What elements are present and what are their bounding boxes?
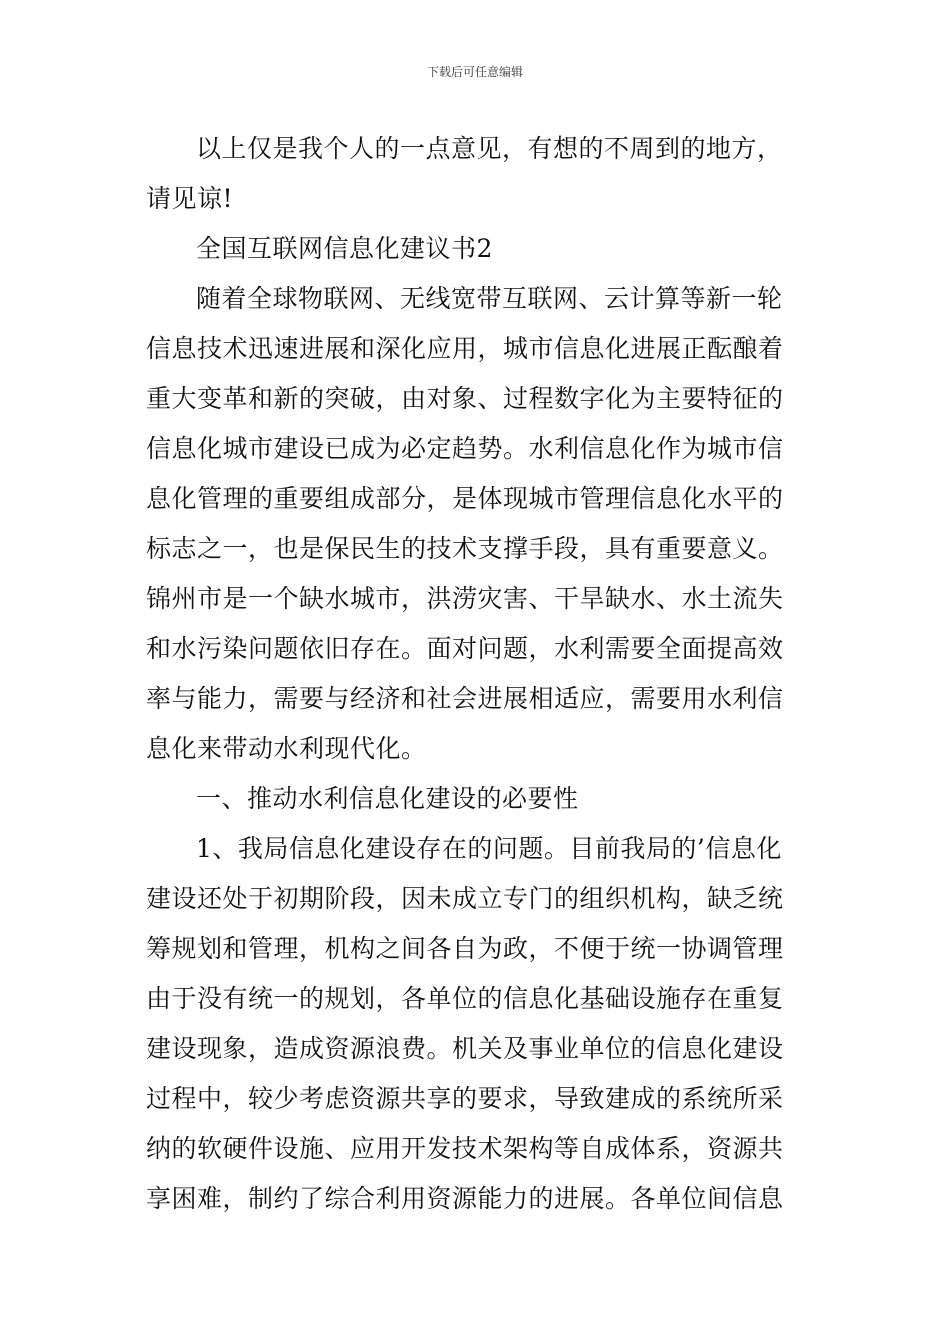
page-header: 下载后可任意编辑 [426,65,523,79]
text-line: 纳的软硬件设施、应用开发技术架构等自成体系，资源共 [146,1134,784,1163]
text-line: 标志之一，也是保民生的技术支撑手段，具有重要意义。 [146,534,784,563]
text-line: 以上仅是我个人的一点意见，有想的不周到的地方， [196,134,783,163]
text-line: 享困难，制约了综合利用资源能力的进展。各单位间信息 [146,1184,784,1213]
text-line: 建设还处于初期阶段，因未成立专门的组织机构，缺乏统 [146,884,784,913]
text-line: 随着全球物联网、无线宽带互联网、云计算等新一轮 [196,284,783,313]
text-line: 锦州市是一个缺水城市，洪涝灾害、干旱缺水、水土流失 [146,584,784,613]
text-line: 息化来带动水利现代化。 [146,734,427,763]
text-line: 信息化城市建设已成为必定趋势。水利信息化作为城市信 [146,434,784,463]
section-heading: 一、推动水利信息化建设的必要性 [196,784,579,813]
text-line: 筹规划和管理，机构之间各自为政，不便于统一协调管理 [146,934,784,963]
text-line: 由于没有统一的规划，各单位的信息化基础设施存在重复 [146,984,784,1013]
text-line: 率与能力，需要与经济和社会进展相适应，需要用水利信 [146,684,784,713]
text-line: 请见谅! [146,184,234,213]
text-line: 过程中，较少考虑资源共享的要求，导致建成的系统所采 [146,1084,784,1113]
text-line: 1、我局信息化建设存在的问题。目前我局的’信息化 [196,834,782,863]
text-line: 和水污染问题依旧存在。面对问题，水利需要全面提高效 [146,634,784,663]
text-line: 信息技术迅速进展和深化应用，城市信息化进展正酝酿着 [146,334,784,363]
document-body [146,124,810,1224]
text-line: 建设现象，造成资源浪费。机关及事业单位的信息化建设 [146,1034,784,1063]
text-line: 息化管理的重要组成部分，是体现城市管理信息化水平的 [146,484,784,513]
text-line: 重大变革和新的突破，由对象、过程数字化为主要特征的 [146,384,784,413]
section-title: 全国互联网信息化建议书2 [196,234,493,263]
